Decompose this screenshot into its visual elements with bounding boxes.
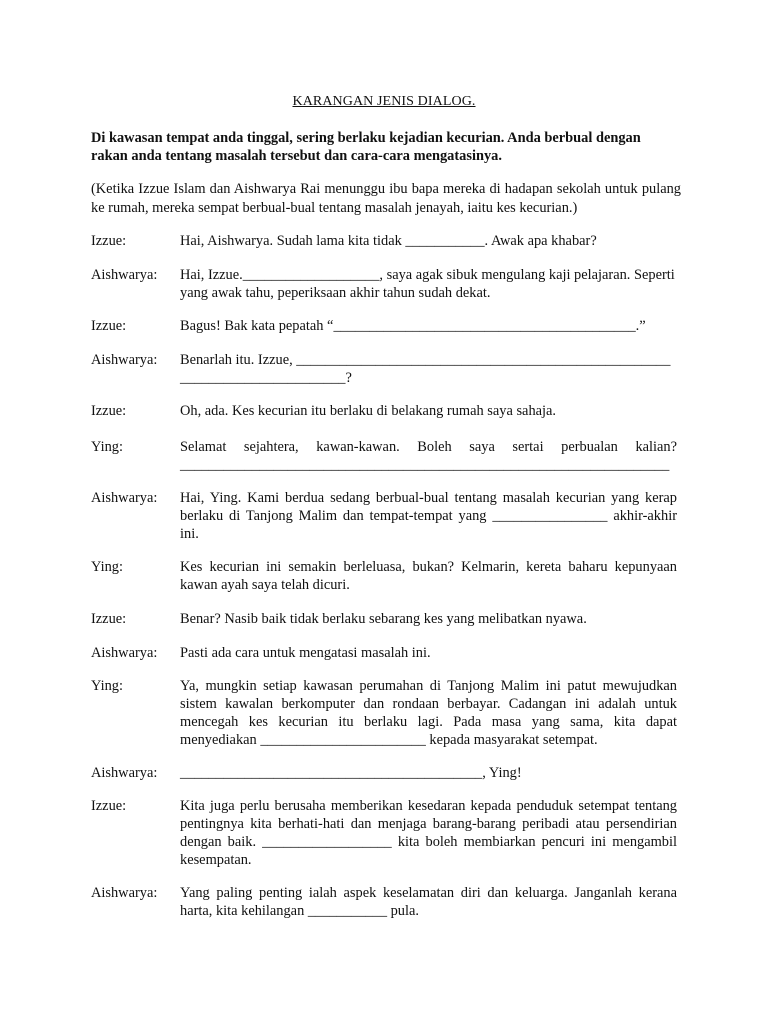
speaker-label: Aishwarya: xyxy=(91,267,158,283)
speaker-label: Izzue: xyxy=(91,318,127,334)
speaker-label: Ying: xyxy=(91,439,123,455)
dialogue-line: Selamat sejahtera, kawan-kawan. Boleh saya sertai perbualan kalian? ____________________________________________________________________ xyxy=(180,439,677,473)
speaker-label: Izzue: xyxy=(91,611,127,627)
dialogue-line: Ya, mungkin setiap kawasan perumahan di Tanjong Malim ini patut mewujudkan sistem kawalan berkomputer dan rondaan berbayar. Cadangan ini adalah untuk mencegah kes kecurian itu berlaku lagi. Pada masa yang sama, kita dapat menyediakan _______________________ kepada masyarakat setempat. xyxy=(180,678,677,748)
dialogue-line: Kes kecurian ini semakin berleluasa, bukan? Kelmarin, kereta baharu kepunyaan kawan ayah saya telah dicuri. xyxy=(180,559,677,593)
speaker-label: Izzue: xyxy=(91,403,127,419)
dialogue-line: Hai, Aishwarya. Sudah lama kita tidak ___________. Awak apa khabar? xyxy=(180,233,597,249)
dialogue-line: __________________________________________, Ying! xyxy=(180,765,522,781)
dialogue-line: Benarlah itu. Izzue, ____________________________________________________ _______________________? xyxy=(180,352,671,386)
dialogue-line: Yang paling penting ialah aspek keselamatan diri dan keluarga. Janganlah kerana harta, kita kehilangan ___________ pula. xyxy=(180,885,677,919)
dialogue-line: Pasti ada cara untuk mengatasi masalah ini. xyxy=(180,645,431,661)
dialogue-line: Bagus! Bak kata pepatah “__________________________________________.” xyxy=(180,318,646,334)
speaker-label: Izzue: xyxy=(91,798,127,814)
dialogue-line: Hai, Ying. Kami berdua sedang berbual-bual tentang masalah kecurian yang kerap berlaku di Tanjong Malim dan tempat-tempat yang ________________ akhir-akhir ini. xyxy=(180,490,677,542)
speaker-label: Aishwarya: xyxy=(91,352,158,368)
speaker-label: Aishwarya: xyxy=(91,885,158,901)
dialogue-line: Oh, ada. Kes kecurian itu berlaku di belakang rumah saya sahaja. xyxy=(180,403,557,419)
speaker-label: Aishwarya: xyxy=(91,765,158,781)
speaker-label: Ying: xyxy=(91,559,123,575)
speaker-label: Aishwarya: xyxy=(91,490,158,506)
dialogue-line: Kita juga perlu berusaha memberikan kesedaran kepada penduduk setempat tentang pentingnya kita berhati-hati dan menjaga barang-barang peribadi atau persendirian dengan baik. __________________ kita boleh membiarkan pencuri ini mengambil kesempatan. xyxy=(180,798,677,868)
document-title: KARANGAN JENIS DIALOG. xyxy=(292,94,476,109)
task-instruction: Di kawasan tempat anda tinggal, sering berlaku kejadian kecurian. Anda berbual dengan rakan anda tentang masalah tersebut dan cara-cara mengatasinya. xyxy=(91,130,641,164)
dialogue-line: Benar? Nasib baik tidak berlaku sebarang kes yang melibatkan nyawa. xyxy=(180,611,587,627)
speaker-label: Aishwarya: xyxy=(91,645,158,661)
dialogue-line: Hai, Izzue.___________________, saya agak sibuk mengulang kaji pelajaran. Seperti yang awak tahu, peperiksaan akhir tahun sudah dekat. xyxy=(180,267,675,301)
speaker-label: Ying: xyxy=(91,678,123,694)
intro-paragraph: (Ketika Izzue Islam dan Aishwarya Rai menunggu ibu bapa mereka di hadapan sekolah untuk pulang ke rumah, mereka sempat berbual-bual tentang masalah jenayah, iaitu kes kecurian.) xyxy=(91,181,681,216)
speaker-label: Izzue: xyxy=(91,233,127,249)
